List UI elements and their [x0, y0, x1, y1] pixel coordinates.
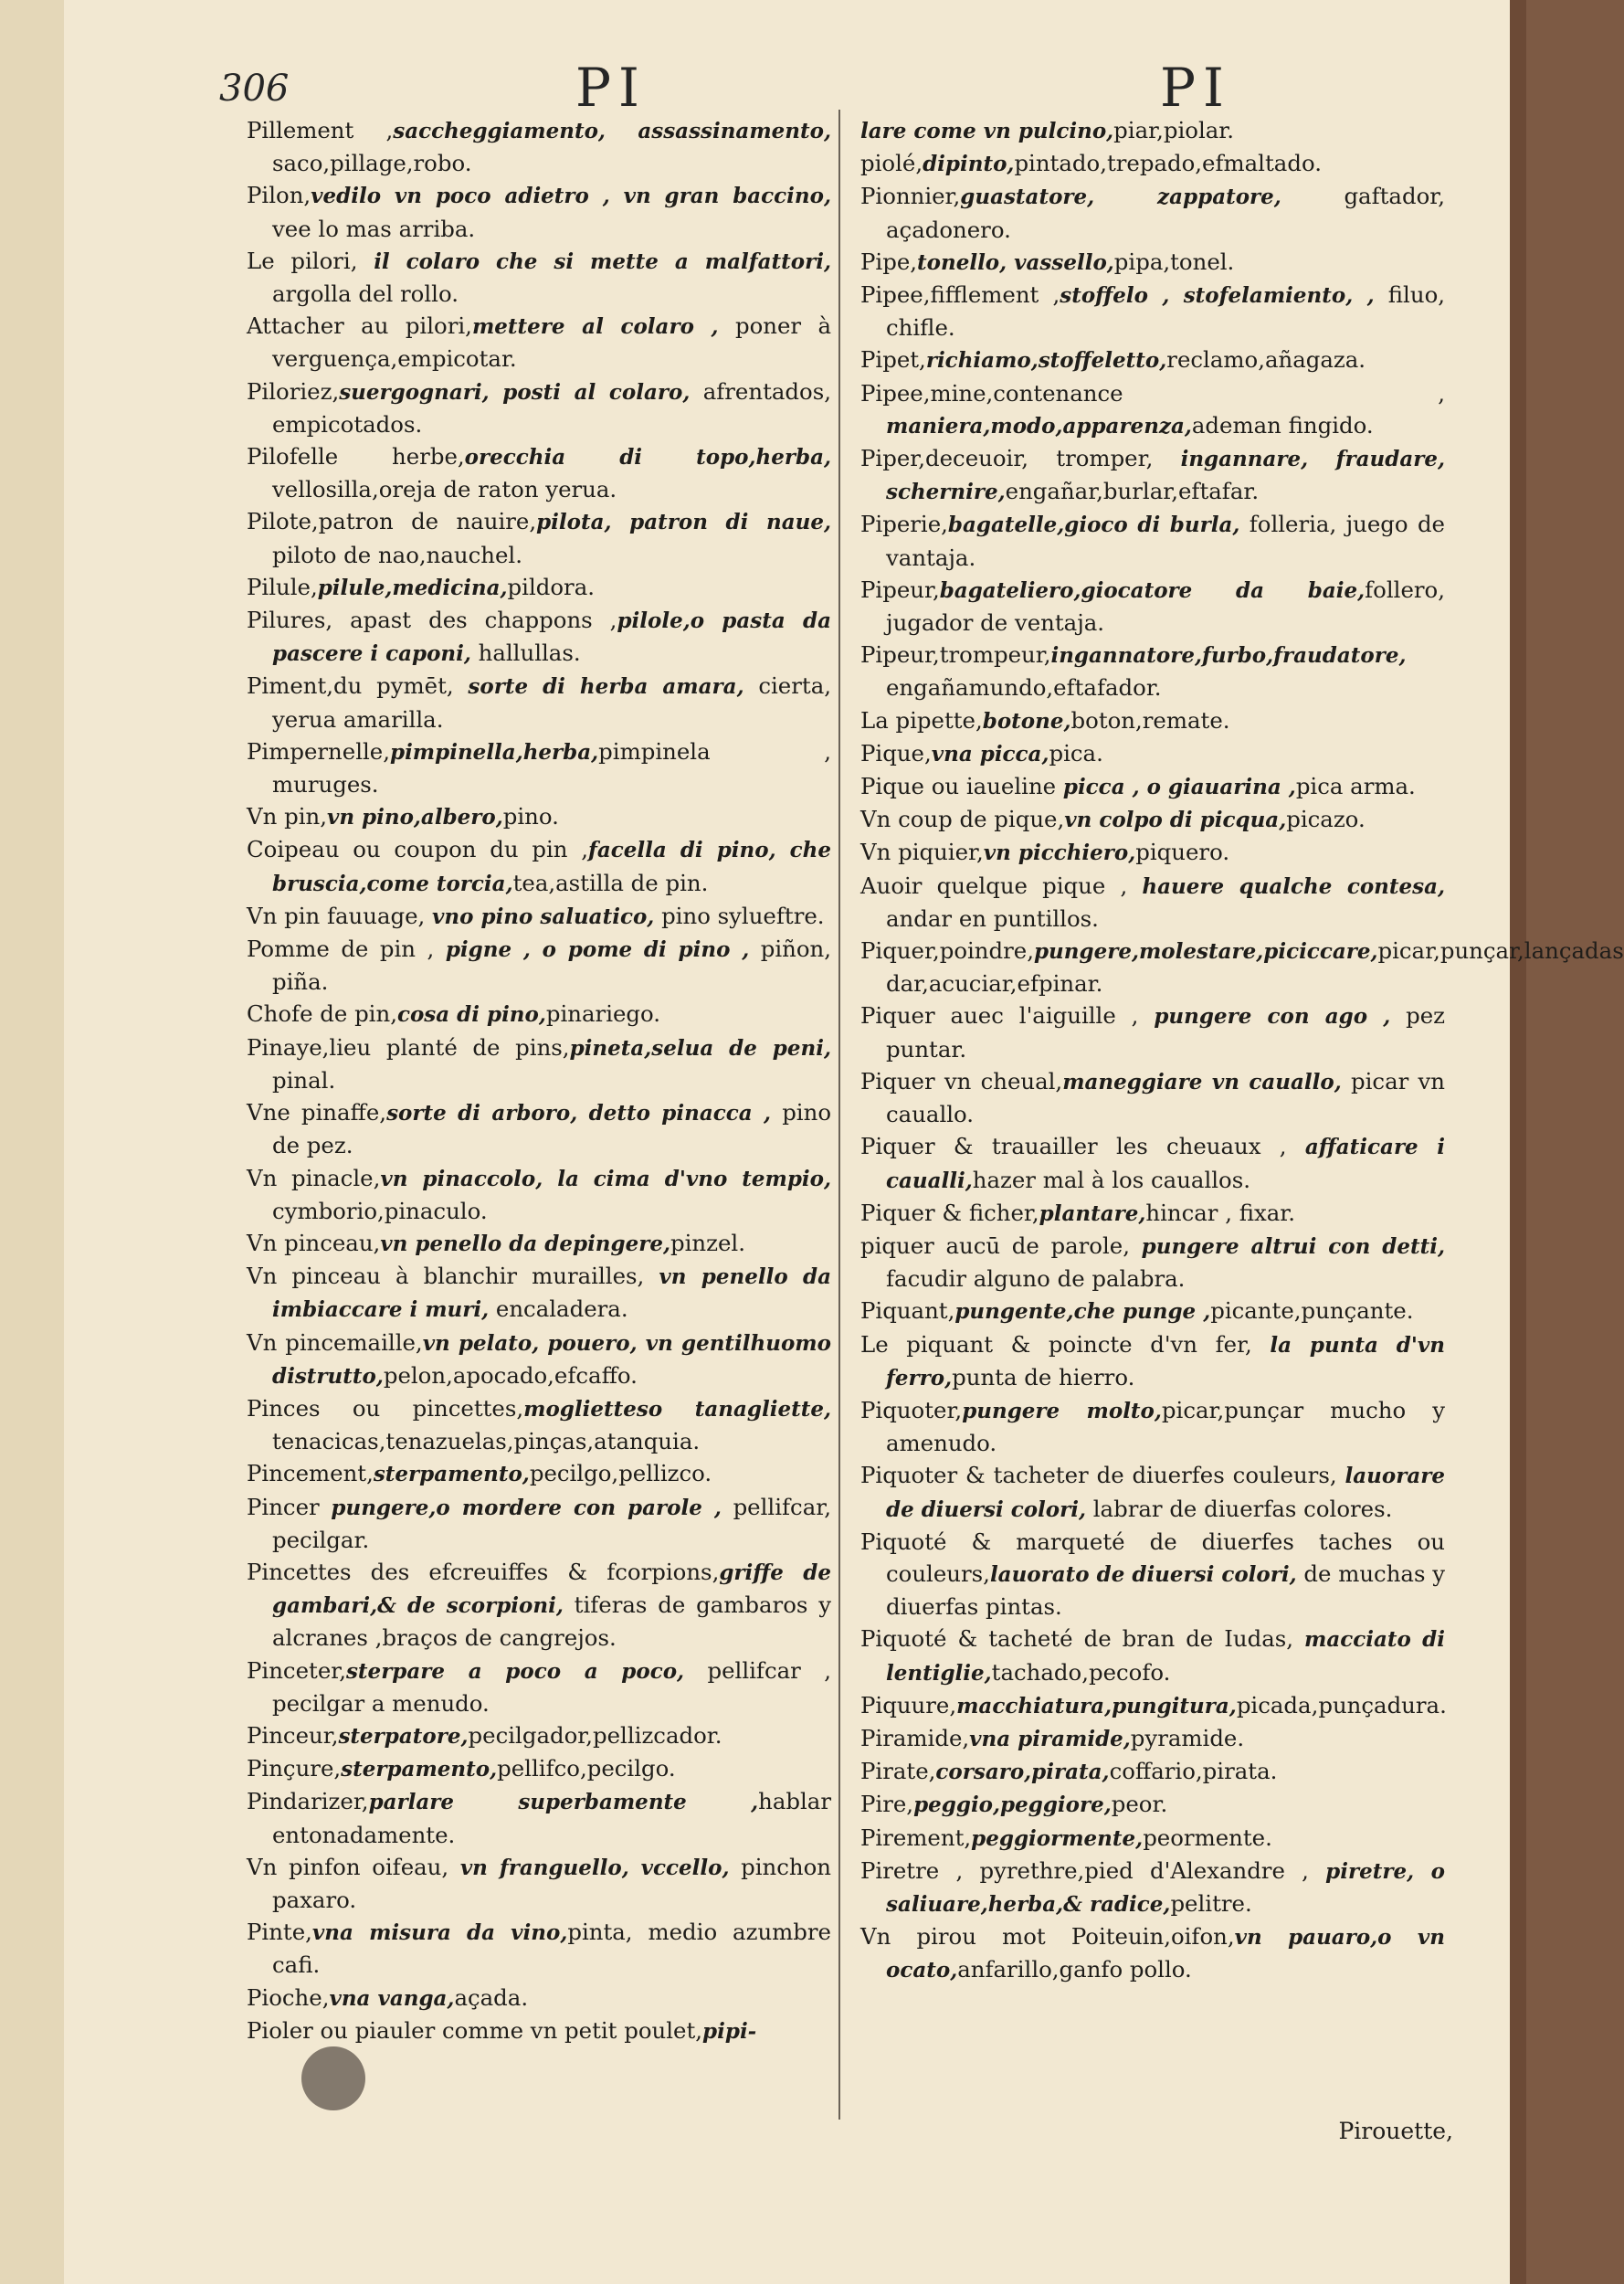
dictionary-entry — [860, 1755, 1445, 1788]
entry-text: vee lo mas arriba. — [272, 215, 476, 242]
entry-italian-spanish: picca , o giauarina , — [1062, 775, 1296, 800]
dictionary-entry — [860, 770, 1445, 803]
entry-italian-spanish: bagateliero,giocatore da baie, — [939, 577, 1366, 603]
entry-text: Pincement, — [247, 1460, 374, 1487]
dictionary-entry — [247, 1392, 831, 1457]
right-column — [860, 114, 1624, 1987]
entry-italian-spanish: moglietteso tanagliette, — [523, 1396, 831, 1422]
entry-text: Piment,du pymēt, — [247, 672, 469, 700]
entry-italian-spanish: vn picchiero, — [983, 841, 1136, 866]
entry-text: Pincettes des efcreuiffes & fcorpions, — [247, 1558, 720, 1585]
entry-text: Pomme de pin , — [247, 936, 446, 963]
dictionary-entry — [247, 1162, 831, 1227]
entry-text: piñon, piña. — [272, 936, 831, 996]
entry-italian-spanish: cosa di pino, — [396, 1002, 546, 1028]
dictionary-entry — [247, 1227, 831, 1260]
dictionary-entry — [247, 735, 831, 800]
entry-text: pinariego. — [545, 1000, 661, 1028]
entry-italian-spanish: mettere al colaro , — [471, 314, 719, 340]
entry-text: andar en puntillos. — [886, 904, 1099, 932]
entry-text: Piperie, — [860, 511, 948, 538]
entry-italian-spanish: pigne , o pome di pino , — [445, 937, 750, 963]
dictionary-entry — [860, 1855, 1445, 1920]
dictionary-entry — [860, 574, 1445, 639]
dictionary-entry — [860, 1230, 1445, 1295]
entry-text: facudir alguno de palabra. — [886, 1265, 1186, 1293]
entry-text: Pinceur, — [247, 1721, 339, 1749]
running-head-left: PI — [575, 57, 647, 119]
entry-text: Piquoté & marqueté de diuerfes taches ou couleurs, — [860, 1528, 1445, 1587]
entry-text: pica. — [1049, 739, 1103, 767]
entry-text: Pipet, — [860, 346, 926, 374]
dictionary-entry — [247, 114, 831, 179]
entry-italian-spanish: richiamo,stoffeletto, — [925, 348, 1167, 374]
dictionary-entry — [247, 604, 831, 670]
dictionary-entry — [860, 935, 1624, 999]
dictionary-entry — [860, 1130, 1445, 1196]
entry-text: La pipette, — [860, 706, 983, 734]
entry-text: tenacicas,tenazuelas,pinças,atanquia. — [272, 1428, 701, 1455]
entry-italian-spanish: hauere qualche contesa, — [1142, 873, 1446, 899]
dictionary-entry — [247, 1785, 831, 1850]
entry-text: Pipee,mine,contenance , — [860, 379, 1445, 407]
entry-text: Pirate, — [860, 1758, 936, 1785]
entry-italian-spanish: corsaro,pirata, — [935, 1760, 1110, 1785]
entry-italian-spanish: pungere,o mordere con parole , — [331, 1495, 722, 1520]
entry-text: Piquer vn cheual, — [860, 1067, 1063, 1094]
entry-text: Pionnier, — [860, 183, 961, 210]
entry-text: tiferas de gambaros y alcranes ,braços de cangrejos. — [272, 1591, 831, 1652]
entry-italian-spanish: botone, — [982, 708, 1071, 734]
entry-text: Pinaye,lieu planté de pins, — [247, 1033, 570, 1061]
entry-text: Vn pincemaille, — [247, 1328, 423, 1356]
entry-text: pinta, medio azumbre cafi. — [272, 1919, 831, 1979]
entry-text: pyramide. — [1130, 1724, 1245, 1751]
entry-text: Pipeur, — [860, 576, 940, 603]
entry-text: pelitre. — [1170, 1889, 1252, 1917]
entry-text: Vn pinceau à blanchir murailles, — [247, 1263, 659, 1290]
entry-text: argolla del rollo. — [272, 280, 459, 308]
entry-italian-spanish: vn penello da imbiaccare i muri, — [272, 1264, 831, 1323]
entry-italian-spanish: vno pino saluatico, — [432, 904, 655, 929]
entry-italian-spanish: orecchia di topo,herba, — [464, 445, 831, 471]
entry-text: Piquure, — [860, 1691, 957, 1718]
entry-text: pinzel. — [670, 1229, 745, 1256]
text-columns — [247, 114, 1624, 2220]
dictionary-entry — [247, 1457, 831, 1490]
entry-text: Vn coup de pique, — [860, 806, 1065, 833]
entry-italian-spanish: pungente,che punge , — [954, 1299, 1211, 1325]
entry-text: boton,remate. — [1070, 706, 1230, 734]
left-column — [247, 114, 831, 2047]
entry-text: Piretre , pyrethre,pied d'Alexandre , — [860, 1856, 1326, 1884]
entry-text: Auoir quelque pique , — [860, 872, 1143, 899]
entry-italian-spanish: maniera,modo,apparenza, — [886, 413, 1192, 439]
entry-text: Piquer auec l'aiguille , — [860, 1002, 1155, 1030]
entry-text: Vn pirou mot Poiteuin,oifon, — [860, 1923, 1235, 1951]
entry-italian-spanish: piretre, o saliuare,herba,& radice, — [886, 1858, 1445, 1917]
entry-text: açada. — [454, 1983, 529, 2011]
dictionary-entry — [860, 639, 1445, 703]
entry-italian-spanish: pipi- — [702, 2018, 757, 2044]
dictionary-entry — [860, 803, 1445, 836]
entry-text: pipa,tonel. — [1113, 248, 1235, 275]
dictionary-entry — [860, 1065, 1445, 1130]
dictionary-entry — [860, 999, 1445, 1064]
entry-text: de muchas y diuerfas pintas. — [886, 1560, 1445, 1621]
dictionary-entry — [247, 1260, 831, 1326]
entry-text: picazo. — [1286, 806, 1366, 833]
entry-italian-spanish: vn pinaccolo, la cima d'vno tempio, — [380, 1166, 832, 1191]
entry-italian-spanish: pungere con ago , — [1154, 1004, 1391, 1030]
entry-text: ademan fingido. — [1191, 411, 1374, 439]
dictionary-entry — [860, 114, 1445, 147]
entry-text: tachado,pecofo. — [991, 1658, 1171, 1686]
entry-italian-spanish: vn colpo di picqua, — [1064, 808, 1287, 833]
entry-text: pinchon paxaro. — [272, 1853, 832, 1913]
entry-text: Pimpernelle, — [247, 737, 390, 765]
entry-text: Pioler ou piauler comme vn petit poulet, — [247, 2016, 703, 2044]
entry-italian-spanish: bagatelle,gioco di burla, — [947, 513, 1240, 538]
entry-text: pelon,apocado,efcaffo. — [383, 1361, 638, 1389]
entry-text: hallullas. — [470, 640, 581, 667]
entry-italian-spanish: pilole,o pasta da pascere i caponi, — [272, 608, 831, 667]
entry-text: Vn pin, — [247, 803, 327, 830]
entry-italian-spanish: il colaro che si mette a malfattori, — [374, 248, 831, 274]
dictionary-entry — [860, 1722, 1445, 1755]
entry-text: Vn pin fauuage, — [247, 902, 433, 929]
entry-text: pino sylueftre. — [654, 902, 825, 929]
entry-text: Piquer,poindre, — [860, 937, 1034, 965]
entry-text: hablar entonadamente. — [272, 1788, 831, 1848]
entry-italian-spanish: pungere,molestare,piciccare, — [1033, 939, 1378, 965]
entry-italian-spanish: peggiormente, — [971, 1825, 1144, 1851]
dictionary-entry — [247, 1096, 831, 1161]
entry-italian-spanish: vn franguello, vccello, — [459, 1855, 730, 1880]
entry-italian-spanish: vedilo vn poco adietro , vn gran baccino, — [311, 184, 831, 209]
entry-italian-spanish: vn pelato, pouero, vn gentilhuomo distrutto, — [272, 1330, 831, 1389]
entry-italian-spanish: macchiatura,pungitura, — [956, 1693, 1237, 1718]
entry-text: Pilofelle herbe, — [247, 443, 465, 471]
dictionary-entry — [860, 737, 1445, 770]
entry-text: Vne pinaffe, — [247, 1099, 387, 1126]
dictionary-entry — [247, 998, 831, 1031]
entry-italian-spanish: dipinto, — [923, 152, 1015, 177]
entry-text: peormente. — [1143, 1824, 1272, 1851]
entry-text: punta de hierro. — [952, 1363, 1135, 1390]
entry-italian-spanish: stoffelo , stofelamiento, , — [1060, 283, 1375, 309]
entry-text: filuo, chifle. — [886, 281, 1446, 342]
entry-text: folleria, juego de vantaja. — [886, 511, 1445, 571]
entry-italian-spanish: sterpare a poco a poco, — [345, 1658, 685, 1684]
entry-italian-spanish: pimpinella,herba, — [389, 739, 599, 765]
dictionary-entry — [860, 1788, 1445, 1821]
dictionary-entry — [247, 1556, 831, 1655]
entry-text: coffario,pirata. — [1109, 1758, 1278, 1785]
dictionary-entry — [247, 1719, 831, 1752]
dictionary-entry — [860, 246, 1445, 279]
entry-italian-spanish: vna vanga, — [329, 1985, 455, 2011]
entry-text: picar,punçar mucho y amenudo. — [886, 1396, 1446, 1457]
entry-text: Pinte, — [247, 1919, 312, 1946]
dictionary-entry — [860, 1328, 1445, 1394]
entry-text: follero, jugador de ventaja. — [886, 576, 1445, 637]
entry-text: Pinceter, — [247, 1656, 346, 1684]
entry-italian-spanish: pilota, patron di naue, — [536, 510, 831, 535]
entry-italian-spanish: maneggiare vn cauallo, — [1062, 1069, 1342, 1094]
entry-italian-spanish: suergognari, posti al colaro, — [339, 379, 691, 405]
entry-text: hincar , fixar. — [1145, 1199, 1296, 1226]
dictionary-entry — [247, 1327, 831, 1392]
entry-text: Piquoté & tacheté de bran de Iudas, — [860, 1625, 1305, 1653]
entry-italian-spanish: vn pino,albero, — [326, 805, 503, 830]
entry-text: piar,piolar. — [1113, 117, 1235, 143]
dictionary-entry — [860, 1920, 1445, 1986]
entry-text: saco,pillage,robo. — [272, 150, 472, 177]
entry-text: picar,punçar,lançadas dar,acuciar,efpinar. — [886, 937, 1624, 998]
entry-text: picante,punçante. — [1210, 1297, 1414, 1325]
entry-text: Pinces ou pincettes, — [247, 1394, 524, 1422]
entry-text: hazer mal à los cauallos. — [972, 1166, 1250, 1193]
page-number: 306 — [219, 68, 290, 110]
dictionary-entry — [247, 1031, 831, 1096]
entry-text: Vn pinacle, — [247, 1164, 381, 1191]
entry-text: Piquer & ficher, — [860, 1199, 1039, 1226]
entry-text: anfarillo,ganfo pollo. — [957, 1956, 1192, 1983]
entry-text: reclamo,añagaza. — [1166, 346, 1366, 374]
entry-text: Vn piquier, — [860, 839, 984, 866]
dictionary-entry — [247, 1752, 831, 1785]
entry-text: Pire, — [860, 1791, 914, 1818]
entry-text: pez puntar. — [886, 1002, 1446, 1063]
dictionary-entry — [247, 440, 831, 505]
entry-text: Pique ou iaueline — [860, 773, 1063, 800]
entry-italian-spanish: la punta d'vn ferro, — [886, 1332, 1445, 1390]
entry-text: Pilule, — [247, 573, 318, 600]
entry-italian-spanish: parlare superbamente , — [368, 1790, 759, 1815]
dictionary-entry — [860, 836, 1445, 869]
entry-text: cierta, yerua amarilla. — [272, 672, 831, 733]
entry-italian-spanish: vn pauaro,o vn ocato, — [886, 1925, 1445, 1983]
dictionary-entry — [247, 179, 831, 244]
entry-text: cymborio,pinaculo. — [272, 1197, 488, 1224]
entry-italian-spanish: sorte di herba amara, — [468, 674, 744, 700]
dictionary-entry — [860, 1623, 1445, 1688]
entry-text: afrentados, empicotados. — [272, 377, 831, 438]
entry-text: Pilon, — [247, 182, 311, 209]
entry-text: pintado,trepado,efmaltado. — [1014, 150, 1322, 177]
entry-text: Coipeau ou coupon du pin , — [247, 836, 588, 863]
dictionary-entry — [247, 1851, 831, 1916]
entry-text: peor. — [1111, 1791, 1168, 1818]
dictionary-entry — [860, 870, 1445, 935]
entry-text: vellosilla,oreja de raton yerua. — [272, 476, 617, 503]
dictionary-entry — [860, 442, 1445, 508]
dictionary-entry — [247, 1916, 831, 1981]
entry-italian-spanish: ingannare, fraudare, schernire, — [886, 447, 1445, 505]
entry-italian-spanish: affaticare i caualli, — [886, 1135, 1445, 1193]
entry-text: Piquant, — [860, 1297, 955, 1325]
entry-text: Pipe, — [860, 248, 918, 275]
entry-text: Pioche, — [247, 1983, 330, 2011]
entry-text: Pindarizer, — [247, 1788, 369, 1815]
entry-text: pino. — [502, 803, 559, 830]
entry-text: pino de pez. — [272, 1099, 831, 1159]
entry-italian-spanish: saccheggiamento, assassinamento, — [393, 119, 831, 143]
entry-text: Piquer & trauailler les cheuaux , — [860, 1133, 1305, 1160]
entry-text: pellifcar , pecilgar a menudo. — [272, 1656, 831, 1717]
entry-text: pildora. — [507, 573, 596, 600]
entry-text: piquero. — [1135, 839, 1230, 866]
entry-text: piloto de nao,nauchel. — [272, 541, 522, 568]
page-margin-left — [0, 0, 64, 2284]
dictionary-entry — [247, 571, 831, 604]
ink-smudge — [301, 2046, 365, 2110]
dictionary-entry — [860, 147, 1445, 180]
entry-text: pinal. — [272, 1066, 336, 1094]
entry-italian-spanish: lare come vn pulcino, — [860, 119, 1114, 143]
entry-text: engañar,burlar,eftafar. — [1005, 478, 1260, 505]
entry-text: Pillement , — [247, 117, 394, 143]
dictionary-entry — [247, 900, 831, 933]
entry-text: Pique, — [860, 739, 932, 767]
entry-italian-spanish: vna misura da vino, — [311, 1920, 568, 1946]
dictionary-entry — [860, 1822, 1445, 1855]
entry-text: Piramide, — [860, 1724, 970, 1751]
dictionary-entry — [860, 344, 1445, 376]
entry-text: pellifcar, pecilgar. — [272, 1493, 831, 1553]
entry-text: Pilures, apast des chappons , — [247, 607, 617, 634]
entry-text: Piper,deceuoir, tromper, — [860, 445, 1181, 472]
entry-text: pimpinela , muruges. — [272, 737, 831, 798]
entry-italian-spanish: vna piramide, — [969, 1726, 1131, 1751]
entry-italian-spanish: lauorare de diuersi colori, — [886, 1464, 1445, 1522]
dictionary-entry — [247, 833, 831, 899]
entry-italian-spanish: sterpamento, — [373, 1462, 530, 1487]
entry-italian-spanish: griffe de gambari,& de scorpioni, — [272, 1560, 831, 1619]
entry-italian-spanish: tonello, vassello, — [917, 249, 1114, 275]
entry-italian-spanish: facella di pino, che bruscia,come torcia, — [272, 838, 831, 896]
entry-italian-spanish: pungere altrui con detti, — [1141, 1233, 1445, 1259]
dictionary-entry — [860, 1197, 1445, 1230]
entry-italian-spanish: pineta,selua de peni, — [569, 1035, 831, 1061]
dictionary-entry — [247, 245, 831, 310]
entry-italian-spanish: peggio,peggiore, — [913, 1792, 1112, 1818]
entry-text: pecilgador,pellizcador. — [468, 1721, 722, 1749]
dictionary-entry — [247, 1491, 831, 1556]
entry-text: gaftador, açadonero. — [886, 183, 1446, 243]
entry-text: Chofe de pin, — [247, 1000, 397, 1028]
entry-text: poner à verguença,empicotar. — [272, 312, 831, 373]
entry-italian-spanish: vna picca, — [931, 741, 1049, 767]
entry-text: tea,astilla de pin. — [512, 869, 709, 896]
entry-text: Pinçure, — [247, 1755, 342, 1782]
page-edge-right — [1510, 0, 1526, 2284]
entry-text: Piloriez, — [247, 377, 340, 405]
entry-text: picar vn cauallo. — [886, 1067, 1445, 1128]
entry-text: picada,punçadura. — [1236, 1691, 1447, 1718]
entry-text: labrar de diuerfas colores. — [1086, 1495, 1393, 1522]
entry-text: Pipee,fifflement , — [860, 281, 1060, 309]
entry-italian-spanish: pungere molto, — [962, 1398, 1162, 1423]
entry-text: pecilgo,pellizco. — [529, 1460, 712, 1487]
entry-text: Pincer — [247, 1493, 332, 1520]
entry-text: encaladera. — [489, 1295, 628, 1323]
dictionary-entry — [247, 1982, 831, 2014]
dictionary-entry — [247, 505, 831, 570]
entry-text: Piquoter, — [860, 1396, 963, 1423]
dictionary-entry — [860, 377, 1445, 442]
running-head-right: PI — [1160, 57, 1231, 119]
entry-text: piolé, — [860, 150, 923, 177]
entry-italian-spanish: sterpatore, — [338, 1723, 469, 1749]
entry-italian-spanish: vn penello da depingere, — [380, 1231, 671, 1256]
dictionary-entry — [860, 279, 1445, 344]
entry-text: Pipeur,trompeur, — [860, 641, 1051, 669]
entry-text: pellifco,pecilgo. — [497, 1755, 676, 1782]
dictionary-entry — [247, 1655, 831, 1719]
entry-text: Pilote,patron de nauire, — [247, 508, 537, 535]
catchword: Pirouette, — [1338, 2118, 1453, 2144]
entry-text: engañamundo,eftafador. — [886, 674, 1162, 702]
dictionary-entry — [860, 704, 1445, 737]
entry-text: piquer aucū de parole, — [860, 1232, 1142, 1259]
entry-text: Le piquant & poincte d'vn fer, — [860, 1330, 1271, 1358]
dictionary-entry — [860, 1689, 1445, 1722]
entry-italian-spanish: guastatore, zappatore, — [960, 185, 1281, 210]
dictionary-entry — [860, 1459, 1445, 1525]
dictionary-entry — [860, 508, 1445, 573]
dictionary-entry — [247, 375, 831, 440]
dictionary-entry — [247, 310, 831, 375]
entry-italian-spanish: sterpamento, — [341, 1757, 498, 1782]
entry-italian-spanish: ingannatore,furbo,fraudatore, — [1050, 643, 1407, 669]
entry-text: Vn pinfon oifeau, — [247, 1853, 460, 1880]
dictionary-entry — [860, 1295, 1445, 1327]
dictionary-entry — [247, 933, 831, 998]
entry-text: Le pilori, — [247, 247, 374, 274]
entry-text: Attacher au pilori, — [247, 312, 472, 340]
entry-text: pica arma. — [1295, 773, 1416, 800]
entry-italian-spanish: macciato di lentiglie, — [886, 1627, 1445, 1686]
entry-italian-spanish: pilule,medicina, — [317, 575, 508, 600]
dictionary-entry — [860, 1394, 1445, 1459]
entry-text: Vn pinceau, — [247, 1229, 381, 1256]
entry-italian-spanish: lauorato de diuersi colori, — [989, 1561, 1297, 1587]
entry-text: Piquoter & tacheter de diuerfes couleurs, — [860, 1462, 1345, 1489]
dictionary-entry — [247, 2014, 831, 2047]
dictionary-entry — [860, 180, 1445, 245]
dictionary-entry — [860, 1526, 1445, 1623]
entry-italian-spanish: plantare, — [1039, 1200, 1146, 1226]
entry-italian-spanish: sorte di arboro, detto pinacca , — [386, 1101, 772, 1126]
dictionary-entry — [247, 800, 831, 833]
entry-text: Pirement, — [860, 1824, 972, 1851]
dictionary-entry — [247, 670, 831, 735]
